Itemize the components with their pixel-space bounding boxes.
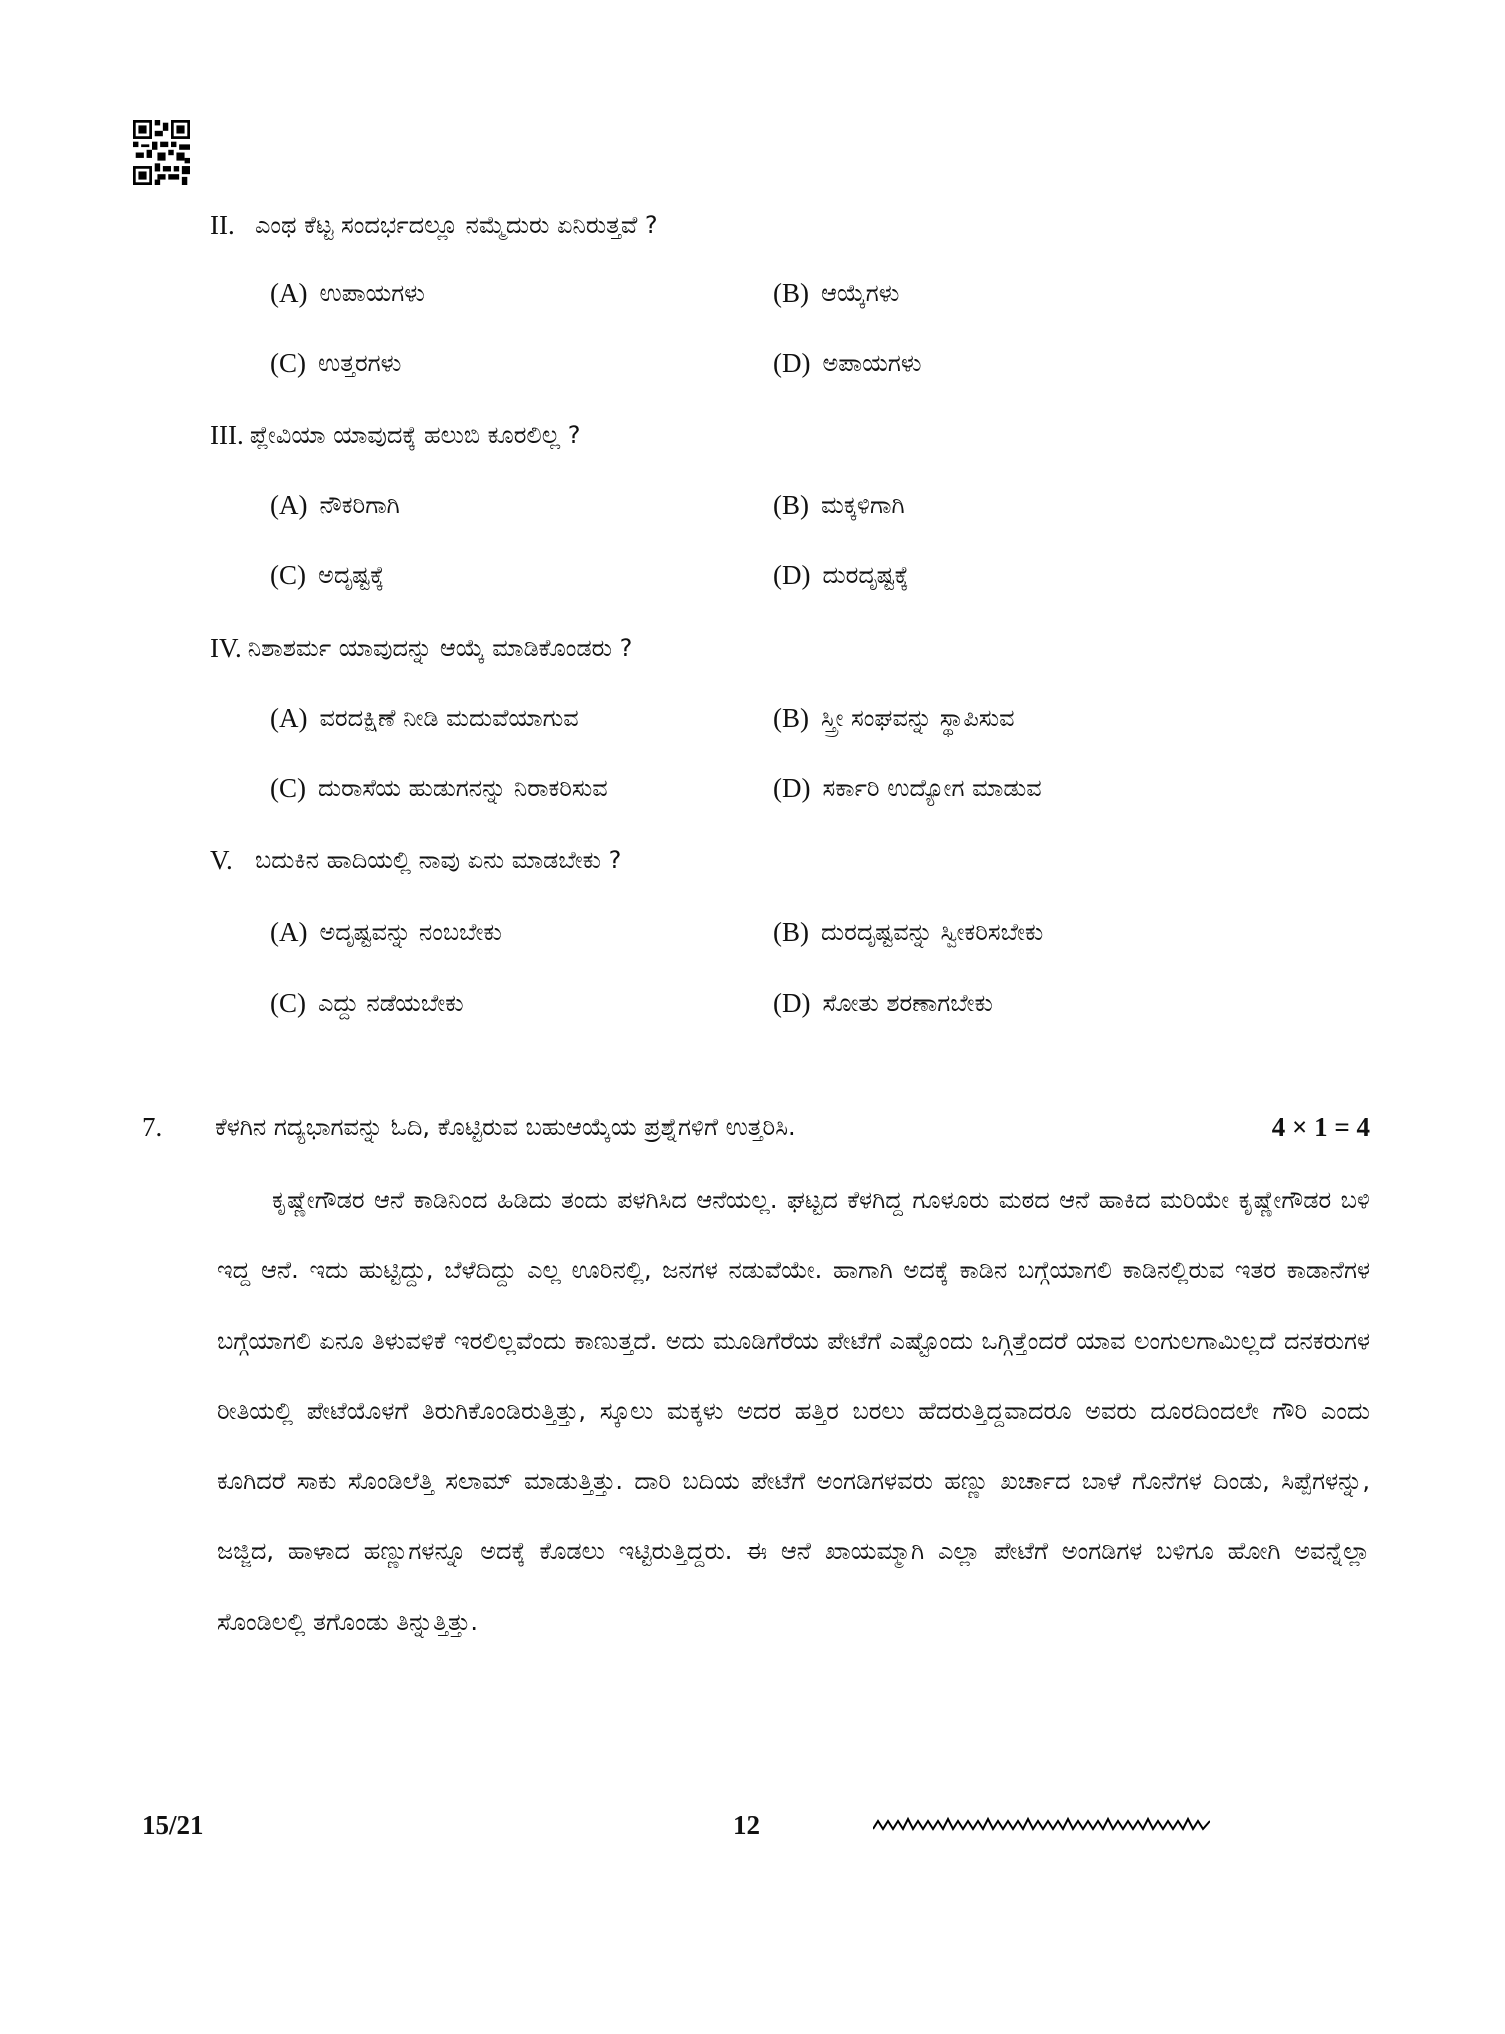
question-III [210,417,580,453]
option-text: ನೌಕರಿಗಾಗಿ [319,491,400,519]
option-label: (D) [773,559,811,590]
option-label: (B) [773,702,809,733]
option-label: (A) [270,702,308,733]
option-label: (A) [270,916,308,947]
option-text: ಉಪಾಯಗಳು [319,279,425,307]
option-label: (B) [773,916,809,947]
option-label: (C) [270,559,306,590]
option-III-B [773,487,905,523]
question-text: ನಿಶಾಶರ್ಮ ಯಾವುದನ್ನು ಆಯ್ಕೆ ಮಾಡಿಕೊಂಡರು ? [247,634,633,662]
question-text: ಎಂಥ ಕೆಟ್ಟ ಸಂದರ್ಭದಲ್ಲೂ ನಮ್ಮೆದುರು ಏನಿರುತ್ತವೆ ? [255,211,658,239]
option-text: ದುರಾಸೆಯ ಹುಡುಗನನ್ನು ನಿರಾಕರಿಸುವ [318,774,608,802]
option-label: (D) [773,772,811,803]
option-V-D [773,985,993,1021]
option-label: (B) [773,277,809,308]
option-label: (D) [773,347,811,378]
marks-allocation: 4 × 1 = 4 [1271,1111,1370,1142]
option-label: (A) [270,489,308,520]
option-II-B [773,275,899,311]
option-text: ಅದೃಷ್ಟವನ್ನು ನಂಬಬೇಕು [319,918,502,946]
option-text: ಎದ್ದು ನಡೆಯಬೇಕು [318,989,464,1017]
option-II-A [270,275,425,311]
option-text: ದುರದೃಷ್ಟಕ್ಕೆ [822,561,909,589]
option-text: ದುರದೃಷ್ಟವನ್ನು ಸ್ವೀಕರಿಸಬೇಕು [821,918,1044,946]
option-text: ಸ್ತ್ರೀ ಸಂಘವನ್ನು ಸ್ಥಾಪಿಸುವ [821,704,1015,732]
question-number: V. [210,844,233,875]
option-text: ಆಯ್ಕೆಗಳು [821,279,900,307]
question-7-header [142,1109,1370,1145]
option-V-C [270,985,464,1021]
option-text: ಸೋತು ಶರಣಾಗಬೇಕು [822,989,993,1017]
question-text: ಪ್ಲೇವಿಯಾ ಯಾವುದಕ್ಕೆ ಹಲುಬಿ ಕೂರಲಿಲ್ಲ ? [249,421,581,449]
option-text: ಸರ್ಕಾರಿ ಉದ್ಯೋಗ ಮಾಡುವ [822,774,1042,802]
option-text: ಅದೃಷ್ಟಕ್ಕೆ [318,561,385,589]
option-label: (D) [773,987,811,1018]
option-III-A [270,487,400,523]
option-IV-B [773,700,1015,736]
option-label: (A) [270,277,308,308]
question-number: IV. [210,632,242,663]
option-IV-D [773,770,1042,806]
passage-text: ಕೃಷ್ಣೇಗೌಡರ ಆನೆ ಕಾಡಿನಿಂದ ಹಿಡಿದು ತಂದು ಪಳಗಿಸಿದ ಆನೆಯಲ್ಲ. ಘಟ್ಟದ ಕೆಳಗಿದ್ದ ಗೂಳೂರು ಮಠದ ಆನೆ ಹಾಕಿದ ಮರಿಯೇ ಕೃಷ್ಣೇಗೌಡರ ಬಳಿ ಇದ್ದ ಆನೆ. ಇದು ಹುಟ್ಟಿದ್ದು, ಬೆಳೆದಿದ್ದು ಎಲ್ಲ ಊರಿನಲ್ಲಿ, ಜನಗಳ ನಡುವೆಯೇ. ಹಾಗಾಗಿ ಅದಕ್ಕೆ ಕಾಡಿನ ಬಗ್ಗೆಯಾಗಲಿ ಕಾಡಿನಲ್ಲಿರುವ ಇತರ ಕಾಡಾನೆಗಳ ಬಗ್ಗೆಯಾಗಲಿ ಏನೂ ತಿಳುವಳಿಕೆ ಇರಲಿಲ್ಲವೆಂದು ಕಾಣುತ್ತದೆ. ಅದು ಮೂಡಿಗೆರೆಯ ಪೇಟೆಗೆ ಎಷ್ಟೊಂದು ಒಗ್ಗಿತ್ತೆಂದರೆ ಯಾವ ಲಂಗುಲಗಾಮಿಲ್ಲದೆ ದನಕರುಗಳ ರೀತಿಯಲ್ಲಿ ಪೇಟೆಯೊಳಗೆ ತಿರುಗಿಕೊಂಡಿರುತ್ತಿತ್ತು, ಸ್ಕೂಲು ಮಕ್ಕಳು ಅದರ ಹತ್ತಿರ ಬರಲು ಹೆದರುತ್ತಿದ್ದವಾದರೂ ಅವರು ದೂರದಿಂದಲೇ ಗೌರಿ ಎಂದು ಕೂಗಿದರೆ ಸಾಕು ಸೊಂಡಿಲೆತ್ತಿ ಸಲಾಮ್ ಮಾಡುತ್ತಿತ್ತು. ದಾರಿ ಬದಿಯ ಪೇಟೆಗೆ ಅಂಗಡಿಗಳವರು ಹಣ್ಣು ಖರ್ಚಾದ ಬಾಳೆ ಗೊನೆಗಳ ದಿಂಡು, ಸಿಪ್ಪೆಗಳನ್ನು, ಜಜ್ಜಿದ, ಹಾಳಾದ ಹಣ್ಣುಗಳನ್ನೂ ಅದಕ್ಕೆ ಕೊಡಲು ಇಟ್ಟಿರುತ್ತಿದ್ದರು. ಈ ಆನೆ ಖಾಯಮ್ಮಾಗಿ ಎಲ್ಲಾ ಪೇಟೆಗೆ ಅಂಗಡಿಗಳ ಬಳಿಗೂ ಹೋಗಿ ಅವನ್ನೆಲ್ಲಾ ಸೊಂಡಿಲಲ್ಲಿ ತಗೊಂಡು ತಿನ್ನುತ್ತಿತ್ತು. [217,1186,1370,1636]
page-number: 12 [733,1810,760,1840]
option-II-C [270,345,401,381]
option-label: (C) [270,987,306,1018]
option-label: (C) [270,347,306,378]
question-instruction: ಕೆಳಗಿನ ಗದ್ಯಭಾಗವನ್ನು ಓದಿ, ಕೊಟ್ಟಿರುವ ಬಹುಆಯ್ಕೆಯ ಪ್ರಶ್ನೆಗಳಿಗೆ ಉತ್ತರಿಸಿ. [215,1113,796,1141]
question-II [210,207,658,243]
question-V [210,842,621,878]
option-III-D [773,557,909,593]
option-text: ಉತ್ತರಗಳು [318,349,402,377]
question-IV [210,630,632,666]
question-number: III. [210,419,244,450]
option-label: (C) [270,772,306,803]
option-text: ಮಕ್ಕಳಿಗಾಗಿ [821,491,905,519]
option-text: ವರದಕ್ಷಿಣೆ ನೀಡಿ ಮದುವೆಯಾಗುವ [319,704,579,732]
option-label: (B) [773,489,809,520]
paper-code: 15/21 [142,1810,204,1840]
option-text: ಅಪಾಯಗಳು [822,349,922,377]
wavy-line-decoration [873,1815,1210,1835]
question-text: ಬದುಕಿನ ಹಾದಿಯಲ್ಲಿ ನಾವು ಏನು ಮಾಡಬೇಕು ? [255,846,622,874]
option-V-B [773,914,1043,950]
option-V-A [270,914,502,950]
option-IV-C [270,770,608,806]
option-II-D [773,345,922,381]
question-number: 7. [142,1111,163,1142]
option-III-C [270,557,384,593]
question-number: II. [210,209,235,240]
qr-code-icon [133,120,190,185]
option-IV-A [270,700,579,736]
